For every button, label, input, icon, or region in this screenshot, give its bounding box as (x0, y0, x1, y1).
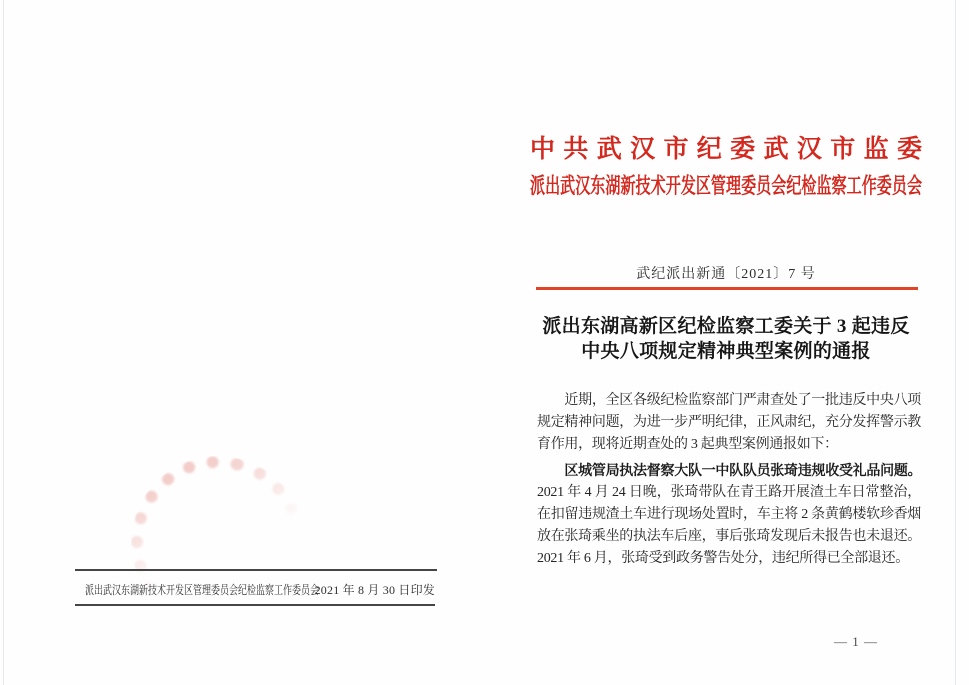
letterhead-line2-text: 派出武汉东湖新技术开发区管理委员会纪检监察工作委员会 (530, 174, 922, 198)
red-seal-bleedthrough (113, 438, 324, 649)
scan-edge-right (955, 0, 956, 685)
page-number: — 1 — (834, 634, 878, 649)
colophon-rule-bottom (75, 604, 435, 606)
paragraph (537, 390, 921, 455)
document-title-line2: 中央八项规定精神典型案例的通报 (581, 341, 871, 362)
red-separator-rule (536, 287, 918, 290)
document-title (530, 314, 922, 364)
body-line: 放在张琦乘坐的执法车后座，事后张琦发现后未报告也未退还。 (537, 528, 921, 544)
document-title-line1: 派出东湖高新区纪检监察工委关于 3 起违反 (542, 316, 910, 337)
colophon-rule-top (75, 569, 437, 571)
letterhead-line2 (530, 174, 922, 200)
body-line: 区城管局执法督察大队一中队队员张琦违规收受礼品问题。 (564, 462, 921, 479)
colophon-issuer: 派出武汉东湖新技术开发区管理委员会纪检监察工作委员会 (85, 583, 320, 597)
body-text (537, 390, 921, 569)
colophon-print-date: 2021 年 8 月 30 日印发 (314, 583, 435, 597)
body-line: 规定精神问题，为进一步严明纪律，正风肃纪，充分发挥警示教 (537, 414, 921, 430)
body-line: 在扣留违规渣土车进行现场处置时，车主将 2 条黄鹤楼软珍香烟 (537, 506, 921, 522)
colophon-row (75, 578, 437, 600)
body-line: 育作用，现将近期查处的 3 起典型案例通报如下： (537, 436, 838, 452)
paragraph (537, 460, 921, 569)
scan-edge-left (3, 0, 4, 685)
body-line: 2021 年 6 月，张琦受到政务警告处分，违纪所得已全部退还。 (537, 550, 909, 566)
document-number: 武纪派出新通〔2021〕7 号 (636, 267, 816, 282)
body-line: 2021 年 4 月 24 日晚，张琦带队在青王路开展渣土车日常整治， (537, 485, 921, 501)
body-line: 近期，全区各级纪检监察部门严肃查处了一批违反中央八项 (564, 393, 921, 408)
letterhead-line1: 中共武汉市纪委武汉市监委 (530, 136, 922, 163)
